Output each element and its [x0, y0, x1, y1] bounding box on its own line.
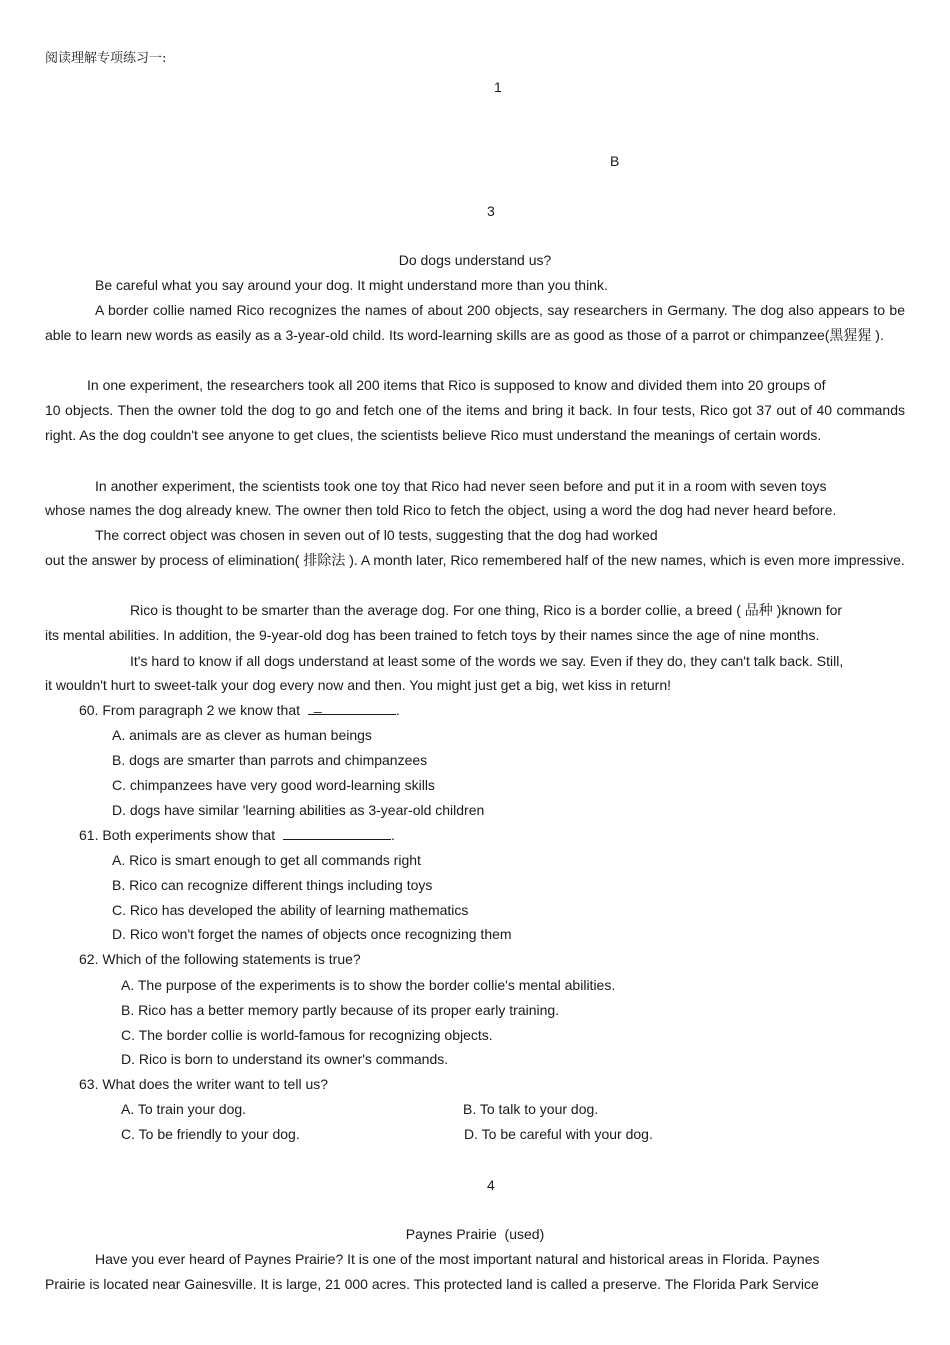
- passage1-paragraph-3-line1: In one experiment, the researchers took all 200 items that Rico is supposed to know and divided them into 20 groups of: [87, 377, 826, 393]
- option-63-d: D. To be careful with your dog.: [464, 1126, 653, 1142]
- question-60-end: .: [395, 702, 400, 718]
- passage1-paragraph-7-line2: it wouldn't hurt to sweet-talk your dog every now and then. You might just get a big, wet kiss in return!: [45, 677, 672, 693]
- option-60-c: C. chimpanzees have very good word-learning skills: [112, 777, 435, 793]
- answer-blank-61[interactable]: [283, 827, 391, 840]
- marker-4: 4: [487, 1177, 495, 1193]
- question-62-stem: 62. Which of the following statements is true?: [79, 951, 361, 967]
- question-61-end: .: [391, 827, 395, 843]
- passage1-paragraph-4-line2: whose names the dog already knew. The owner then told Rico to fetch the object, using a word the dog had never heard before.: [45, 502, 837, 518]
- question-63-stem: 63. What does the writer want to tell us?: [79, 1076, 329, 1092]
- passage1-paragraph-6-line1: Rico is thought to be smarter than the average dog. For one thing, Rico is a border collie, a breed ( 品种 )known for: [130, 602, 843, 618]
- option-61-b: B. Rico can recognize different things including toys: [112, 877, 433, 893]
- marker-3: 3: [487, 203, 495, 219]
- passage1-paragraph-4-line1: In another experiment, the scientists took one toy that Rico had never seen before and put it in a room with seven toys: [95, 478, 827, 494]
- passage1-paragraph-2: A border collie named Rico recognizes the names of about 200 objects, say researchers in Germany. The dog also appears to be able to learn new words as easily as a 3-year-old child. Its word-learning skills are as good as those of a parrot or chimpanzee(黑猩猩 ).: [45, 302, 905, 343]
- option-61-c: C. Rico has developed the ability of learning mathematics: [112, 902, 469, 918]
- passage2-paragraph-1-line1: Have you ever heard of Paynes Prairie? It is one of the most important natural and historical areas in Florida. Paynes: [95, 1251, 820, 1267]
- option-63-b: B. To talk to your dog.: [463, 1101, 599, 1117]
- option-62-a: A. The purpose of the experiments is to show the border collie's mental abilities.: [121, 977, 616, 993]
- passage1-paragraph-5-rest: out the answer by process of elimination( 排除法 ). A month later, Rico remembered half of the new names, which is even more impressive.: [45, 552, 905, 568]
- question-61: [79, 826, 395, 844]
- answer-blank-60[interactable]: [308, 697, 396, 715]
- passage1-paragraph-5-line1: The correct object was chosen in seven out of l0 tests, suggesting that the dog had worked: [95, 527, 658, 543]
- passage1-paragraph-6-line2: its mental abilities. In addition, the 9-year-old dog has been trained to fetch toys by their names since the age of nine months.: [45, 627, 820, 643]
- passage1-paragraph-3-rest: 10 objects. Then the owner told the dog to go and fetch one of the items and bring it back. In four tests, Rico got 37 out of 40 commands right. As the dog couldn't see anyone to get clues, the scientists believe Rico must understand the meanings of certain words.: [45, 402, 905, 443]
- passage2-paragraph-1-line2: Prairie is located near Gainesville. It is large, 21 000 acres. This protected land is called a preserve. The Florida Park Service: [45, 1276, 819, 1292]
- question-60: [79, 697, 400, 719]
- option-63-a: A. To train your dog.: [121, 1101, 247, 1117]
- option-60-d: D. dogs have similar 'learning abilities as 3-year-old children: [112, 802, 485, 818]
- passage1-paragraph-7-line1: It's hard to know if all dogs understand at least some of the words we say. Even if they do, they can't talk back. Still,: [130, 653, 844, 669]
- option-62-d: D. Rico is born to understand its owner's commands.: [121, 1051, 449, 1067]
- option-61-a: A. Rico is smart enough to get all commands right: [112, 852, 421, 868]
- answer-blank-60-mark: _: [313, 697, 322, 713]
- option-60-a: A. animals are as clever as human beings: [112, 727, 372, 743]
- passage1-paragraph-1: Be careful what you say around your dog. It might understand more than you think.: [95, 277, 608, 293]
- page-heading: 阅读理解专项练习一:: [45, 51, 167, 66]
- option-62-c: C. The border collie is world-famous for recognizing objects.: [121, 1027, 493, 1043]
- question-60-stem: 60. From paragraph 2 we know that: [79, 702, 301, 718]
- option-60-b: B. dogs are smarter than parrots and chimpanzees: [112, 752, 428, 768]
- marker-1: 1: [494, 79, 502, 95]
- marker-b: B: [610, 153, 620, 169]
- passage1-title: Do dogs understand us?: [398, 252, 552, 268]
- option-63-c: C. To be friendly to your dog.: [121, 1126, 300, 1142]
- option-61-d: D. Rico won't forget the names of objects once recognizing them: [112, 926, 512, 942]
- passage2-title: Paynes Prairie (used): [405, 1226, 545, 1242]
- question-61-stem: 61. Both experiments show that: [79, 827, 276, 843]
- option-62-b: B. Rico has a better memory partly because of its proper early training.: [121, 1002, 560, 1018]
